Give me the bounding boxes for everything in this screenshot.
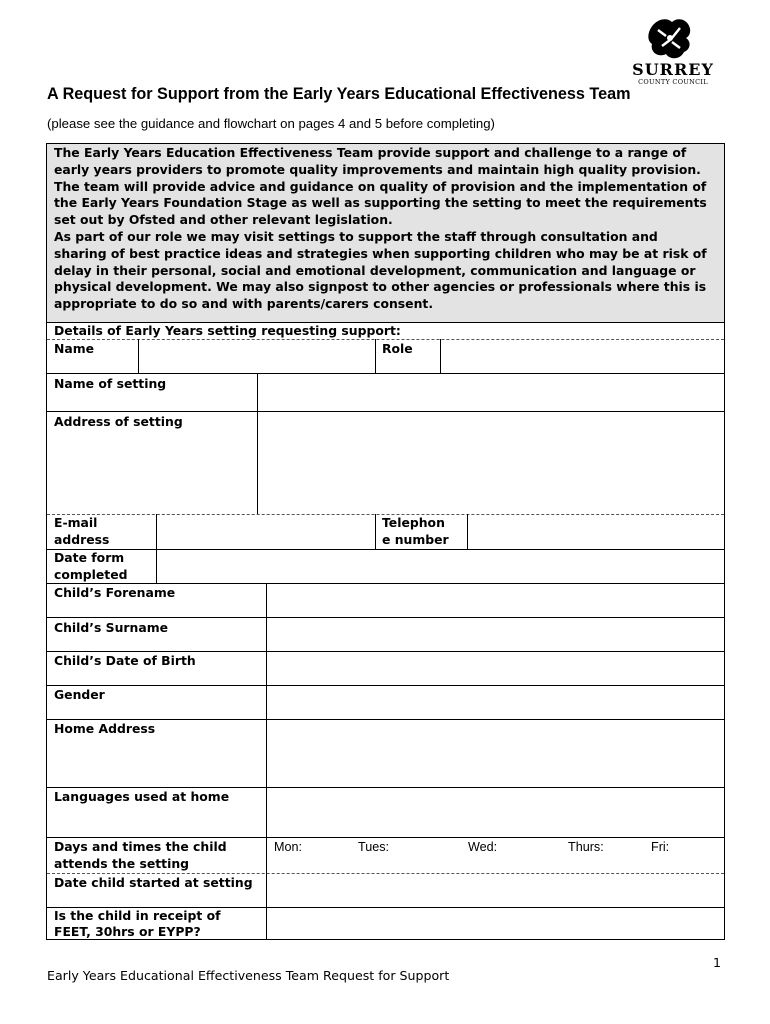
gender-label-cell [47,685,266,719]
child-forename-label-cell [47,583,266,617]
role-input[interactable] [440,339,724,373]
name-label-cell [47,339,138,373]
page-title: A Request for Support from the Early Years Educational Effectiveness Team [47,85,631,103]
divider [257,373,258,514]
setting-name-label: Name of setting [54,376,167,391]
setting-name-input[interactable] [257,373,724,411]
funding-label-cell [47,907,266,940]
name-label: Name [54,341,95,356]
email-label-line2: address [54,532,110,547]
page-subtitle: (please see the guidance and flowchart on pages 4 and 5 before completing) [47,116,495,131]
surrey-county-council-logo [628,16,718,90]
divider [156,514,157,583]
divider [467,514,468,549]
date-started-label-cell [47,873,266,907]
gender-label: Gender [54,687,105,702]
home-address-label: Home Address [54,721,156,736]
page-number: 1 [713,955,722,970]
child-surname-label-cell [47,617,266,651]
child-forename-label: Child’s Forename [54,585,176,600]
days-label-line1: Days and times the child [54,839,227,854]
child-dob-label: Child’s Date of Birth [54,653,196,668]
languages-label: Languages used at home [54,789,230,804]
day-fri-label: Fri: [651,840,670,854]
date-form-input[interactable] [156,549,724,583]
intro-paragraph-1: The Early Years Education Effectiveness Team provide support and challenge to a range of early years providers to promote quality improvements and maintain high quality provision. The team will provide advice and guidance on quality of provision and the implementation of the Early Years Foundation Stage as well as supporting the setting to meet the requirements set out by Ofsted and other relevant legislation. [54,145,707,228]
days-label-cell [47,837,266,873]
days-label-line2: attends the setting [54,856,190,871]
date-started-input[interactable] [266,873,724,907]
role-label: Role [382,341,413,356]
day-thu-label: Thurs: [568,840,604,854]
telephone-label-line1: Telephon [382,515,445,530]
oak-leaf-icon [646,16,694,62]
child-surname-label: Child’s Surname [54,620,169,635]
date-form-label-line1: Date form [54,550,125,565]
intro-panel [47,144,724,323]
section-heading: Details of Early Years setting requesting support: [54,323,401,338]
date-form-label-line2: completed [54,567,128,582]
intro-paragraph-2: As part of our role we may visit settings to support the staff through consultation and sharing of best practice ideas and strategies when supporting children who may be at risk of delay in their personal, social and emotional development, communication and language or physical development. We may also signpost to other agencies or professionals where this is appropriate to do so and with parents/carers consent. [54,229,707,312]
funding-input[interactable] [266,907,724,940]
gender-input[interactable] [266,685,724,719]
funding-label-line2: FEET, 30hrs or EYPP? [54,924,201,939]
day-wed-label: Wed: [468,840,498,854]
divider [440,339,441,373]
languages-label-cell [47,787,266,837]
telephone-input[interactable] [467,514,724,549]
date-started-label: Date child started at setting [54,875,253,890]
section-heading-row [47,322,724,339]
request-form [46,143,725,940]
day-tue-label: Tues: [358,840,390,854]
child-dob-label-cell [47,651,266,685]
divider [375,514,376,549]
divider [266,583,267,940]
footer-text: Early Years Educational Effectiveness Team Request for Support [47,968,450,983]
divider [375,339,376,373]
child-forename-input[interactable] [266,583,724,617]
email-label-line1: E-mail [54,515,98,530]
logo-name: SURREY [632,60,714,79]
email-label-cell [47,514,156,549]
child-dob-input[interactable] [266,651,724,685]
setting-address-input[interactable] [257,411,724,514]
telephone-label-line2: e number [382,532,449,547]
logo-subtitle: COUNTY COUNCIL [638,78,708,86]
setting-address-label: Address of setting [54,414,183,429]
name-input[interactable] [138,339,375,373]
email-input[interactable] [156,514,375,549]
divider [138,339,139,373]
date-form-label-cell [47,549,156,583]
child-surname-input[interactable] [266,617,724,651]
telephone-label-cell [375,514,467,549]
home-address-input[interactable] [266,719,724,787]
home-address-label-cell [47,719,266,787]
role-label-cell [375,339,440,373]
languages-input[interactable] [266,787,724,837]
setting-name-label-cell [47,373,257,411]
funding-label-line1: Is the child in receipt of [54,908,221,923]
day-mon-label: Mon: [274,840,302,854]
setting-address-label-cell [47,411,257,514]
